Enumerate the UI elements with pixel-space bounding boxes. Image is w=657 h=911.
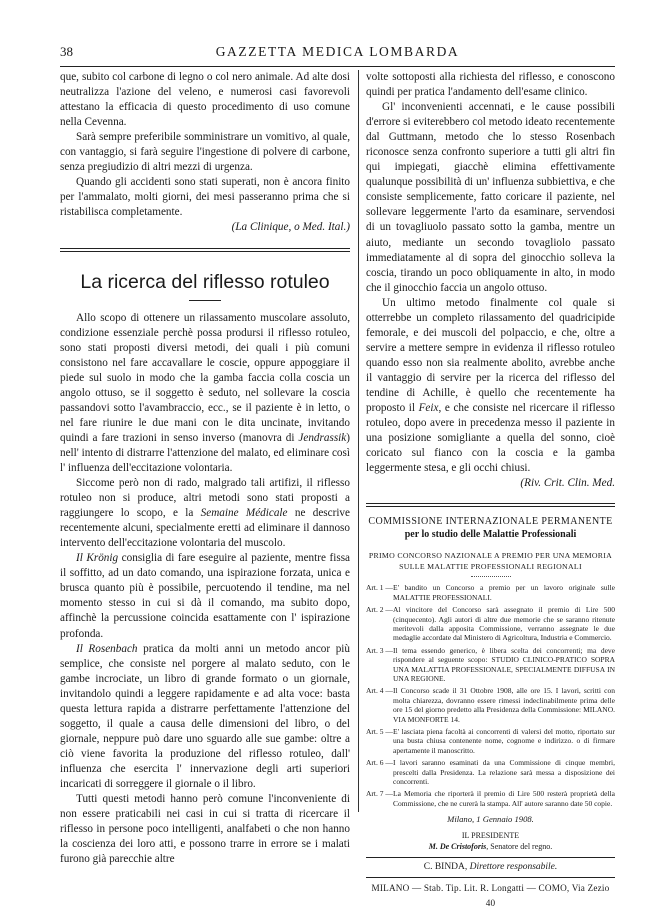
- paragraph: Quando gli accidenti sono stati superati, non è ancora finito per l'ammalato, molti giorni, dei mesi passeranno prima che si ristabilisca completamente.: [60, 176, 350, 219]
- printer-line: MILANO — Stab. Tip. Lit. R. Longatti — COMO, Via Zezio 40: [371, 883, 610, 909]
- notice-article: [366, 646, 615, 684]
- notice-title: COMMISSIONE INTERNAZIONALE PERMANENTE: [368, 516, 613, 528]
- paragraph: que, subito col carbone di legno o col nero animale. Ad alte dosi neutralizza l'azione del veleno, e numerosi casi favorevoli attestano la efficacia di questo procedimento di uso comune nella Cevenna.: [60, 71, 350, 129]
- article-text: I lavori saranno esaminati da una Commissione di cinque membri, prescelti dalla Presidenza. La relazione sarà messa a disposizione dei concorrenti.: [393, 758, 615, 787]
- right-column: [366, 70, 615, 911]
- article-number: Art. 7 —: [366, 789, 393, 799]
- article-number: Art. 5 —: [366, 727, 393, 736]
- director-role: Direttore responsabile.: [469, 862, 558, 873]
- section-divider: [60, 248, 350, 252]
- president-label: IL PRESIDENTE: [461, 831, 520, 841]
- article-title: La ricerca del riflesso rotuleo: [80, 270, 330, 293]
- article-text: La Memoria che riporterà il premio di Lire 500 resterà proprietà della Commissione, che ne curerà la stampa. All' autore saranno date 50 copie.: [393, 789, 615, 808]
- article-text: E' lasciata piena facoltà ai concorrenti di valersi del motto, riportato sur una busta chiusa contenente nome, cognome e indirizzo. o di firmare apertamente il manoscritto.: [393, 727, 615, 755]
- notice-article: [366, 605, 615, 643]
- commission-notice: [366, 503, 615, 852]
- article-text: Il tema essendo generico, è libera scelta dei concorrenti; ma deve rispondere al seguente scopo: STUDIO CLINICO-PRATICO SOPRA UNA MALATTIA PROFESSIONALE, SPECIALMENTE DIFFUSA IN UNA REGIONE.: [393, 645, 615, 683]
- paragraph: Gl' inconvenienti accennati, e le cause possibili d'errore si eviterebbero col metodo ideato recentemente dal Guttmann, metodo che lo stesso Rosenbach riconosce senza confronto superiore a tutti gli altri fin qui impiegati, giacchè elimina effettivamente qualunque possibilità di un' influenza subbiettiva, e che consiste semplicemente, fatto coricare il paziente, nel sollevare leggermente l'arto da esaminare, servendosi di un tovagliuolo passato sotto la gamba, mentre un aiuto, mediante un secondo tovagliolo passato immediatamente al di sopra del ginocchio solleva la coscia, tirando un poco obliquamente in alto, in modo che il ginocchio faccia un angolo ottuso.: [366, 101, 615, 294]
- articles-list: [366, 583, 615, 808]
- paragraph: volte sottoposti alla richiesta del riflesso, e conoscono quindi per pratica l'andamento dell'esame clinico.: [366, 71, 615, 99]
- paragraph: Tutti questi metodi hanno però comune l'inconveniente di non essere praticabili nei casi in cui si tratta di ricercare il riflesso in persone poco intelligenti, analfabeti o che non hanno la coscienza dei loro atti, e possono trarre in errore se i malati furono già parecchie altre: [60, 793, 350, 866]
- paragraph: Sarà sempre preferibile somministrare un vomitivo, al quale, con vantaggio, si farà seguire l'ingestione di polvere di carbone, senza pregiudizio di altri mezzi di urgenza.: [60, 131, 350, 174]
- notice-article: [366, 789, 615, 808]
- article-number: Art. 3 —: [366, 645, 393, 655]
- notice-top-rule: [366, 503, 615, 507]
- left-column: [60, 70, 350, 867]
- notice-article: [366, 583, 615, 602]
- source-citation: (La Clinique, o Med. Ital.): [231, 221, 350, 234]
- paragraph: Siccome però non di rado, malgrado tali artifizi, il riflesso rotuleo non si produce, altri metodi sono stati proposti a raggiungere lo scopo, e la Semaine Médicale ne descrive recentemente alcuni, specialmente eretti ad eliminare il dannoso intervento dell'eccitazione volontaria del muscolo.: [60, 477, 350, 550]
- paragraph: Allo scopo di ottenere un rilassamento muscolare assoluto, condizione essenziale perchè possa prodursi il riflesso rotuleo, sono stati proposti diversi metodi, dei quali i più comuni consistono nel fare accavallare le coscie, oppure appoggiare il piede sul suolo in modo che la gamba faccia colla coscia un angolo ottuso, se il soggetto è seduto, nel sollevare la coscia passandovi sotto l'avambraccio, ecc., se il paziente è in letto, o nel fare riunire le due mani con le dita uncinate, invitando quindi a fare trazioni in senso inverso (manovra di Jendrassik) nell' intento di distrarre l'attenzione del malato, ed eliminare così l' influenza dell'eccitazione volontaria.: [60, 311, 350, 474]
- article-number: Art. 6 —: [366, 758, 393, 768]
- page-header: [60, 44, 615, 67]
- article-number: Art. 1 —: [366, 583, 393, 593]
- article-number: Art. 4 —: [366, 686, 393, 696]
- article-text: Al vincitore del Concorso sarà assegnato il premio di Lire 500 (cinquecento). Agli autori di altre due memorie che se saranno ritenute meritevoli dalla apposita Commissione, verranno assegnate le due medaglie accordate dal Ministero di Agricoltura, Industria e Commercio.: [393, 605, 615, 643]
- ornament-divider: [471, 576, 511, 577]
- column-divider: [358, 70, 359, 812]
- director-name: C. BINDA,: [423, 862, 468, 873]
- notice-article: [366, 686, 615, 724]
- director-line: [366, 857, 615, 878]
- journal-title: GAZZETTA MEDICA LOMBARDA: [215, 44, 460, 59]
- title-underline: [189, 300, 221, 301]
- article-text: E' bandito un Concorso a premio per un lavoro originale sulle MALATTIE PROFESSIONALI.: [393, 583, 615, 602]
- page-number: 38: [60, 44, 73, 59]
- source-citation: (Riv. Crit. Clin. Med.: [520, 477, 615, 490]
- paragraph: Un ultimo metodo finalmente col quale si otterrebbe un completo rilassamento del quadricipide femorale, e dei muscoli del polpaccio, e che, oltre a servire a mettere sempre in evidenza il riflesso rotuleo quando esso non sia realmente abolito, avrebbe anche il vantaggio di servire per la ricerca del riflesso del tendine di Achille, è quello che recentemente ha proposto il Feix, e che consiste nel ricercare il riflesso rotuleo, dopo avere in precedenza messo il paziente in una posizione somigliante a quella del sonno, cioè coricato sul fianco con la coscia e la gamba leggermente stesa, e gli occhi chiusi.: [366, 296, 615, 475]
- notice-article: [366, 727, 615, 755]
- article-number: Art. 2 —: [366, 605, 393, 615]
- paragraph: Il Krönig consiglia di fare eseguire al paziente, mentre fissa il soffitto, ad un dato comando, una ispirazione forzata, unica e brusca quanto più è possibile, percuotendo il tendine, ma nel momento stesso in cui si dà il comando, ma subito dopo, affinchè la percussione coincida esattamente con l' ispirazione profonda.: [60, 552, 351, 640]
- president-name: M. De Cristoforis: [428, 842, 487, 852]
- president-role: , Senatore del regno.: [486, 842, 553, 852]
- contest-heading: PRIMO CONCORSO NAZIONALE A PREMIO PER UNA MEMORIA SULLE MALATTIE PROFESSIONALI REGIONALI: [368, 551, 613, 572]
- president-block: [366, 830, 615, 852]
- article-text: Il Concorso scade il 31 Ottobre 1908, alle ore 15. I lavori, scritti con molta chiarezza, dovranno essere rimessi indeclinabilmente prima delle ore 15 del giorno predetto alla Presidenza della Commissione: MILANO. VIA MONFORTE 14.: [393, 686, 615, 724]
- paragraph: Il Rosenbach pratica da molti anni un metodo ancor più semplice, che consiste nel porgere al malato seduto, con le gambe incrociate, un libro di grande formato o un giornale, invitandolo quindi a leggere rapidamente e ad alta voce: basta questa lettura rapida a distrarre perfettamente l'attenzione del soggetto, il quale a causa delle dimensioni del libro, o del giornale, neppure può dare uno sguardo alle sue gambe: oltre a ciò viene favorita la produzione del riflesso rotuleo, dall' influenza che esercita l' innervazione degli arti superiori incaricati di sorreggere il giornale o il libro.: [60, 642, 350, 790]
- dateline: Milano, 1 Gennaio 1908.: [447, 814, 534, 825]
- notice-subtitle: per lo studio delle Malattie Professionali: [404, 529, 577, 541]
- notice-article: [366, 758, 615, 786]
